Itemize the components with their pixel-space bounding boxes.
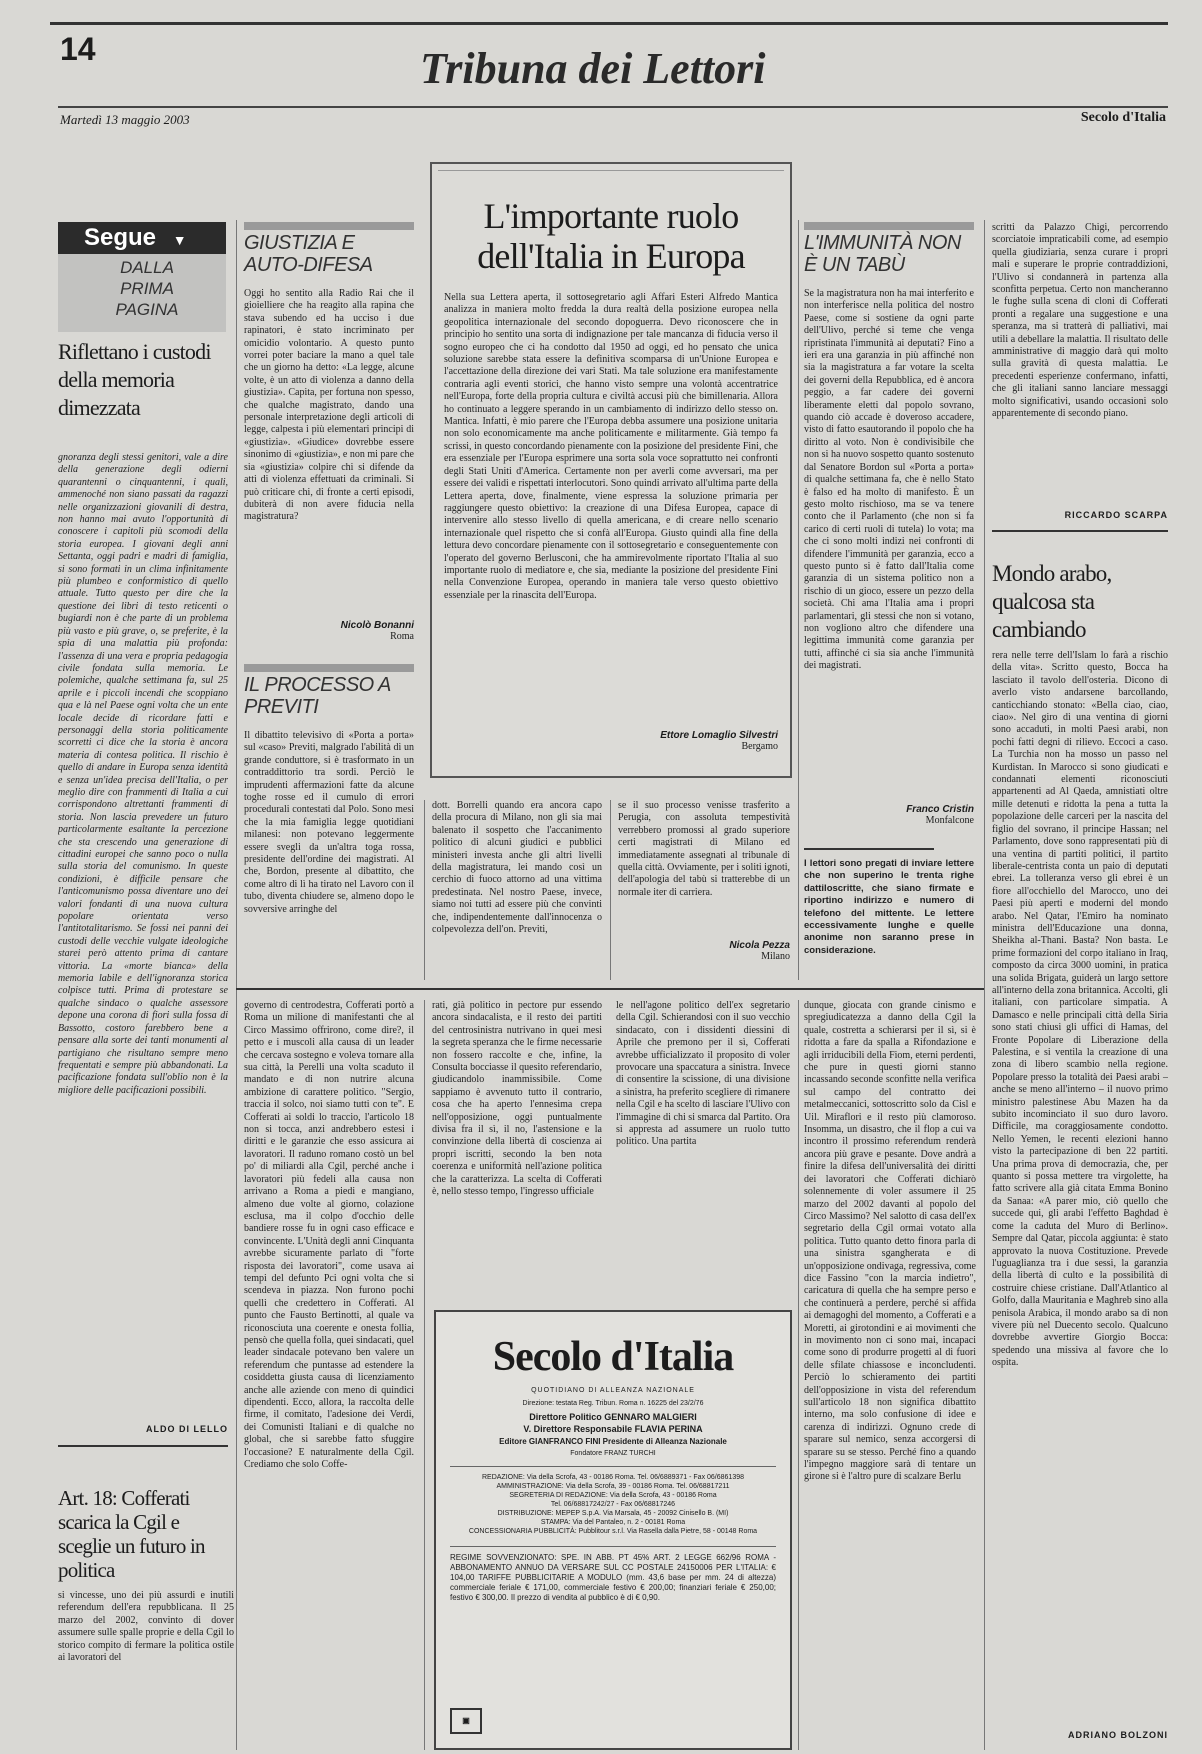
segue-subtitle: DALLA PRIMA PAGINA [115, 258, 179, 319]
col-divider-1 [236, 220, 237, 1750]
cofferati-body-col1: si vincesse, uno dei più assurdi e inutili referendum dell'era repubblicana. Il 25 marzo del 2002, convinto di dover assumere sulle spalle proprie e della Cgil lo storico compito di fermare la politica ostile ai lavoratori del [58, 1590, 234, 1664]
segue-box [58, 222, 226, 332]
processo-kicker [244, 664, 414, 718]
giustizia-body: Oggi ho sentito alla Radio Rai che il gioielliere che ha reagito alla rapina che stava subendo ed ha ucciso i due rapinatori, è stato incriminato per omicidio volontario. A questo punto vorrei poter baciare la mano a quel tale che un giorno ha detto: «La legge, alcune volte, è un atto di violenza a danno della giustizia». Capita, per fortuna non spesso, che qualche magistrato, dando una personale interpretazione degli articoli di legge, calpesta i più elementari principi di «giustizia». «Giudice» dovrebbe essere sinonimo di «giustizia», e non mi pare che sia «giustizia» colpire chi si difende da atti di violenza effettuati da criminali. Si può criticare chi, di fronte a certi episodi, dubiterà di non avere fiducia nella magistratura? [244, 288, 414, 523]
giustizia-city: Roma [390, 631, 414, 642]
page-number: 14 [60, 31, 96, 67]
cofferati-body-col5: dunque, giocata con grande cinismo e spregiudicatezza a danno della Cgil la quale, costretta a schierarsi per il sì, si è ridotta a fare da spalla a Rifondazione e agli irriducibili della Fiom, eterni perdenti, che pure in questi giorni stanno incassando seconde sconfitte nella verifica sul campo del contratto dei metalmeccanici, sottoscritto solo da Cisl e Uil. Miraflori e il resto più clamoroso. Insomma, un disastro, che il flop a cui va incontro il prossimo referendum renderà ancora più grave e pesante. Dove andrà a finire la difesa dell'universalità dei diritti dei lavoratori che Cofferati dichiarò solennemente di voler assumere il 25 marzo del 2002 davanti al popolo del Circo Massimo? Nel salotto di casa dell'ex segretario della Cgil ormai votato alla politica. Tutto quanto detto finora parla di una sinistra sgangherata e di un'opposizione ondivaga, regressiva, come dice Fassino "con la marcia indietro", caricatura di quella che ha sempre perso e che continuerà a perdere, perché si affida ai demagoghi del momento, a Cofferati e a Moretti, ai girotondini e ai movimenti che in movimento non ci sono mai, incapaci come sono di produrre progetti al di fuori delle sfilate chiassose e inconcludenti. Perciò lo schieramento dei partiti dell'opposizione in vista del referendum sull'articolo 18 non significa dibattito interno, ma solo confusione di idee e carenza di indirizzi. Ognuno crede di sparare sul nemico, senza accorgersi di sparare su se stesso. Perché fino a quando l'impegno maggiore sarà di tentare un girone si è l'altro pure di scalzare Berlu [804, 1000, 976, 1483]
masthead-detail: AMMINISTRAZIONE: Via della Scrofa, 39 - 00186 Roma. Tel. 06/68817211 [496, 1483, 730, 1490]
masthead-title: Secolo d'Italia [492, 1334, 734, 1380]
immunita-name: Franco Cristin [906, 804, 974, 815]
processo-col2: dott. Borrelli quando era ancora capo della procura di Milano, non gli sia mai balenato il sospetto che l'accanimento politico di alcuni giudici e pubblici ministeri investa anche gli altri livelli della magistratura, lei mando così un cerchio di fuoco attorno ad una vittima predestinata. Nel nostro Paese, invece, siamo noi tutti ad essere più che convinti che, indipendentemente dall'innocenza o colpevolezza dell'on. Previti, [432, 800, 602, 936]
masthead-founder: Fondatore FRANZ TURCHI [570, 1450, 656, 1457]
cofferati-body-col4: le nell'agone politico dell'ex segretario della Cgil. Schierandosi con il suo vecchio sindacato, con i dissidenti diessini di Aprile che premono per il sì, Cofferati avrebbe ufficializzato il proposito di voler provocare una spaccatura a sinistra. Invece di consentire la scissione, di una divisione a sinistra, ha preferito scegliere di rimanere nella Cgil e ha scelto di lasciare l'Ulivo con l'immagine di chi si smarca dal Partito. Ora si appresta ad assumere un ruolo tutto politico. Una partita [616, 1000, 790, 1148]
masthead-box [434, 1310, 792, 1750]
notice-rule [804, 848, 934, 850]
giustizia-kicker [244, 222, 414, 276]
cofferati-headline: Art. 18: Cofferati scarica la Cgil e sceglie un futuro in politica [58, 1486, 205, 1582]
masthead-director: Direttore Politico GENNARO MALGIERI [529, 1412, 697, 1422]
segue-signature: ALDO DI LELLO [146, 1424, 228, 1434]
middle-rule [236, 988, 984, 990]
masthead-details [450, 1466, 776, 1536]
masthead-registration: Direzione: testata Reg. Tribun. Roma n. 16225 del 23/2/76 [522, 1400, 704, 1407]
masthead-detail: STAMPA: Via del Pantaleo, n. 2 - 00181 Roma [540, 1519, 686, 1526]
masthead-detail: SEGRETERIA DI REDAZIONE: Via della Scrofa, 43 - 00186 Roma [509, 1492, 717, 1499]
processo-body: Il dibattito televisivo di «Porta a porta» sul «caso» Previti, malgrado l'abilità di un grande conduttore, si è trasformato in un contraddittorio tra sordi. Perciò le imprudenti affermazioni fatte da alcune toghe rosse ed il cumulo di errori procedurali contestati dal Polo. Sono mesi che la mia famiglia legge quotidiani milanesi: non potevano leggermente essere svegli da un'altra toga rossa, presidente dell'ordine dei magistrati. Al che, Bordon, presente al dibattito, che come altro di lì ha tirato nel Lavoro con il tubo, diventa chiudere se, almeno dopo le sovversive arringhe del [244, 730, 414, 915]
segue-headline: Riflettano i custodi della memoria dimezzata [58, 339, 211, 420]
feature-city: Bergamo [741, 741, 778, 752]
segue-end-rule [58, 1445, 228, 1447]
masthead-detail: DISTRIBUZIONE: MEPEP S.p.A. Via Marsala, 45 - 20092 Cinisello B. (MI) [497, 1510, 729, 1517]
masthead-detail: REDAZIONE: Via della Scrofa, 43 - 00186 Roma. Tel. 06/6889371 - Fax 06/6861398 [481, 1474, 744, 1481]
col-divider-4 [798, 220, 799, 980]
processo-col3: se il suo processo venisse trasferito a Perugia, con assoluta tempestività verrebbero promossi al grado superiore certi magistrati di Milano ed immediatamente assegnati al tribunale di quella città. Ovviamente, per i soliti ignoti, dell'apologia del tabù si tratterebbe di un normale iter di carriera. [618, 800, 790, 898]
processo-kicker-text: IL PROCESSO A PREVITI [244, 674, 391, 718]
col-divider-2 [424, 800, 425, 980]
col-divider-6 [424, 1000, 425, 1750]
cofferati-body-col2: governo di centrodestra, Cofferati portò a Roma un milione di manifestanti che al Circo Massimo offrirono, come dire?, il petto e i muscoli alla causa di un leader che cercava sostegno e voleva tornare alla sua città, la Perelli una volta scaduto il mandato e di non nutrire alcuna ambizione di carattere politico. "Sergio, traccia il solco, noi siamo tutti con te". E Cofferati ai soldi lo traccio, l'articolo 18 non si tocca, anzi andrebbero estesi i diritti e le garanzie che esso assicura ai lavoratori. Il raduno romano costò un bel po' di miliardi alla Cgil, perché anche i lavoratori più fedeli alla causa non arrivano a Roma a piedi e mangiano, almeno due volte al giorno, colazione esclusa, ma il colpo d'occhio delle bandiere rosse fu in ogni caso efficace e convincente. L'Unità degli anni Cinquanta avrebbe sicuramente parlato di "forte risposta dei lavoratori", come usava ai tempi del defunto Pci ogni volta che si scendeva in piazza. Non furono pochi quelli che credettero in Cofferati. Al punto che Fausto Bertinotti, al quale va riconosciuta una coerente e onesta follia, pensò che quella folla, quei sindacati, quel leader sindacale potevano ben valere un referendum che puntasse ad estendere la cosiddetta giusta causa di licenziamento anche alle aziende con meno di quindici dipendenti. Ecco, allora, la raccolta delle firme, il comitato, l'adesione dei Verdi, dei Comunisti Italiani e di qualche no global, che si sarebbe fatto sfuggire l'occasione? E naturalmente della Cgil. Crediamo che solo Coffe- [244, 1000, 414, 1471]
right-top-body: scritti da Palazzo Chigi, percorrendo scorciatoie impraticabili come, ad esempio quella giudiziaria, senza curare i propri mali e superare le proprie contraddizioni, l'Ulivo si condannerà in partenza alla sconfitta perpetua. Certo non mancheranno le fughe sulla scena di cloni di Cofferati pronti a regalare una suggestione e una speranza, ma si tratterà di palliativi, mai utili a debellare la malattia. Il risultato delle amministrative di maggio darà qui molto sulla gravità di questa malattia. Le precedenti esperienze confermano, infatti, che gli italiani sanno lanciare messaggi molto significativi, usando occasioni solo apparentemente di secondo piano. [992, 222, 1168, 420]
header-rule [58, 106, 1168, 108]
col-divider-7 [798, 1000, 799, 1750]
giustizia-kicker-text: GIUSTIZIA E AUTO-DIFESA [244, 232, 373, 276]
feature-headline: L'importante ruolo dell'Italia in Europa [477, 196, 745, 276]
cofferati-body-col3: rati, già politico in pectore pur essendo ancora sindacalista, e il resto dei partiti del centrosinistra nutrivano in quei mesi la segreta speranza che le firme necessarie non fossero raccolte e che, infine, la Consulta bocciasse il quesito referendario, giudicandolo inammissibile. Come sappiamo è avvenuto tutto il contrario, cosa che ha aperto l'ennesima crepa nell'opposizione, oggi puntualmente divisa fra il sì, il no, l'astensione e la convinzione della libertà di coscienza ai propri iscritti, secondo la ben nota coerenza e uniformità nell'azione politica che la caratterizza. La scelta di Cofferati è, nello stesso tempo, l'ingresso ufficiale [432, 1000, 602, 1198]
masthead-detail: Tel. 06/68817242/27 - Fax 06/68817246 [550, 1501, 676, 1508]
masthead-vice: V. Direttore Responsabile FLAVIA PERINA [523, 1424, 703, 1434]
feature-signature [444, 730, 778, 752]
mondo-body: rera nelle terre dell'Islam lo farà a rischio della vita». Scritto questo, Bocca ha lasciato il tavolo dell'osteria. Dicono di averlo visto andarsene barcollando, canticchiando stonato: «Bella ciao, ciao, ciao». Nel giro di una ventina di giorni sono accaduti, in molti Paesi arabi, non pochi fatti degni di rilievo. Eccoci a caso. La Turchia non ha mosso un passo nel Kurdistan. In Marocco si sono giudicati e condannati elementi riconosciuti appartenenti ad Al Qaeda, amnistiati oltre mille detenuti e ridotta la pena a tutta la popolazione delle carceri per la nascita del figlio del sovrano, il principe Hassan; nel Parlamento, dove sono rappresentati più di una ventina di partiti politici, il partito liberale-centrista conta un paio di deputati ebrei. La tolleranza verso gli ebrei è un fiore all'occhiello del Marocco, uno dei Paesi più aperti e moderni del mondo arabo. Nel Qatar, l'Emiro ha nominato ministra dell'Educazione una donna, Sheikha al-Thani. Basta? Non basta. Le prime formazioni del corpo italiano in Iraq, composto da circa 3000 uomini, in pratica una solida Brigata, guiderà un largo settore all'interno della zona britannica. Accolti, gli italiani, con particolare simpatia. A Damasco e nelle principali città della Siria sono stati chiusi gli uffici di Hamas, del Fronte Popolare di Liberazione della Palestina, e si ventila la creazione di una zona di libero scambio nella regione. Popolare presso la totalità dei Paesi arabi – anche se meno all'interno – il nuovo primo ministro palestinese Abu Mazen ha da subito incominciato il suo duro lavoro. Difficile, ma coraggiosamente condotto. Nello Yemen, le recenti elezioni hanno visto la partecipazione di ben 22 partiti. Una prima prova di democrazia, che, per quanto si possa mettere tra virgolette, ha fatto scrivere alla già citata Emma Bonino da Sanaa: «A parer mio, ciò quello che succede qui, gli arabi l'effetto Baghdad è come la caduta del Muro di Berlino». Sempre dal Qatar, piccola aggiunta: è stato approvato la nuova Costituzione. Prevede l'uguaglianza tra i due sessi, la garanzia della libertà di culto e la possibilità di costruire chiese cristiane. Dall'Atlantico al Golfo, dalla Mauritania e Maghreb sino alla penisola Arabica, il mondo arabo sa di non vivere più nel Duecento secolo. Qualcuno dovrebbe avvertire Giorgio Bocca: spedendo una missiva al favore che lo ospita. [992, 650, 1168, 1369]
right-top-signature: RICCARDO SCARPA [1064, 510, 1168, 520]
header-date: Martedì 13 maggio 2003 [60, 112, 190, 127]
feature-inner-rule [438, 170, 784, 171]
fieg-logo-icon: ▣ [450, 1708, 482, 1734]
masthead-subtitle: QUOTIDIANO DI ALLEANZA NAZIONALE [531, 1387, 695, 1394]
right-rule [992, 530, 1168, 532]
top-rule [50, 22, 1168, 25]
masthead-editor: Editore GIANFRANCO FINI Presidente di Alleanza Nazionale [499, 1437, 727, 1446]
masthead-detail: CONCESSIONARIA PUBBLICITÀ: Pubblitour s.r.l. Via Rasella dalla Pietre, 58 - 00148 Roma [468, 1528, 758, 1535]
header-newspaper: Secolo d'Italia [1080, 110, 1166, 125]
section-title: Tribuna dei Lettori [420, 44, 766, 93]
processo-city: Milano [761, 951, 790, 962]
giustizia-signature [244, 620, 414, 642]
immunita-signature [804, 804, 974, 826]
feature-body: Nella sua Lettera aperta, il sottosegretario agli Affari Esteri Alfredo Mantica analizza in maniera molto fredda la dura realtà della posizione europea nella geopolitica internazionale del secondo dopoguerra. Devo riconoscere che in principio ho sentito una sorta di indignazione per tale mancanza di fiducia verso il sogno europeo che ci ha condotto dal 1950 ad oggi, ed ho pensato che unica soluzione sarebbe stata essere la definitiva scomparsa di un'Unione Europea e l'accettazione della direzione dei vari Stati. Ma tale soluzione era manifestamente contraria agli eventi storici, che hanno visto sempre una volontà accentratrice nell'Europa, forte della propria cultura e civiltà accusi più che bimillenaria. Allora ho continuato a leggere sperando in un cambiamento di indirizzo dello stesso on. Mantica. Infatti, è mio parere che l'Europa debba assumere una posizione unitaria non solo economicamente ma anche politicamente e militarmente. Già tempo fa scrissi, in questo concordando pienamente con la posizione del presidente Fini, che era essenziale per l'Europa esprimere una sorta sola voce soprattutto nei confronti degli Stati Uniti d'America. Certamente non per averli come avversari, ma per essere dei validi e rispettati interlocutori. Sono quindi arrivato all'ultima parte della Lettera aperta, dove, finalmente, viene espressa la soluzione primaria per raggiungere questo obiettivo: la creazione di una Difesa Europea, capace di intervenire allo stesso livello di quella americana, e di creare nello scenario internazionale quel rispetto che si confà all'Europa. Giusto quindi alla fine della lettura devo concordare pienamente con il sottosegretario e conseguentemente con l'operato del governo Berlusconi, che ha ammirevolmente riportato l'Italia al suo importante ruolo di mediatore e, che sia, mediante la posizione del presidente Fini nella Convenzione Europea, operando in maniera tale verso questo obiettivo essenziale per la rinascita dell'Europa. [444, 292, 778, 601]
giustizia-name: Nicolò Bonanni [340, 620, 414, 631]
arrow-down-icon: ▼ [172, 232, 187, 248]
segue-badge [58, 222, 226, 254]
immunita-city: Monfalcone [925, 815, 974, 826]
processo-name: Nicola Pezza [729, 940, 790, 951]
col-divider-3 [610, 800, 611, 980]
segue-badge-label: Segue [84, 224, 157, 251]
immunita-kicker [804, 222, 974, 276]
segue-body: gnoranza degli stessi genitori, vale a dire della generazione degli odierni quarantenni o cinquantenni, i quali, ammenoché non siano passati da ragazzi nelle organizzazioni giovanili di destra, non hanno mai avuto l'opportunità di conoscere i capitoli più scomodi della storia europea. I giovani degli anni Settanta, oggi padri e madri di famiglia, si sono formati in un clima infinitamente più plumbeo e conformistico di quello attuale. Tutto questo per dire che la questione dei libri di testo reticenti o bugiardi non è che parte di un problema più vasto e più grave, o, se preferite, è la spia di una malattia più profonda: l'assenza di una vera e propria pedagogia civile fondata sulla memoria. Le polemiche, qualche settimana fa, sul 25 aprile e i piccoli incendi che scoppiano qua e là nel Paese ogni volta che un ente locale decide di ricordare fatti e personaggi della storia politicamente scorretti ci dice che la storia è ancora materia di contesa politica. Il rischio è quello di andare in Europa senza identità e senza un'idea precisa dell'Italia, o per meglio dire con frammenti di Italia a cui corrispondono altrettanti frammenti di storia. Non lascia prevedere un futuro particolarmente esaltante la percezione che sta crescendo una generazione di cittadini europei che sanno poco o nulla sulla storia del comunismo. In queste condizioni, è difficile pensare che l'anticomunismo possa diventare uno dei valori fondanti di una nuova cultura popolare orientata verso l'antitotalitarismo. Se fossi nei panni dei custodi delle vecchie vulgate ideologiche starei però attento prima di cantare vittoria. La «morte bianca» della memoria labile e dell'ignoranza storica colpisce tutti. Prima di protestare se qualche sindaco o qualche assessore depone una corona di fiori sulla fossa di Bassotto, costoro farebbero bene a pensare alla sorte dei tanti monumenti al partigiano che risultano sempre meno frequentati e sempre più abbandonati. La pacificazione fondata sull'oblio non è la migliore delle pacificazioni possibili. [58, 452, 228, 1096]
immunita-body: Se la magistratura non ha mai interferito e non interferisce nella politica del nostro Paese, come si sostiene da ogni parte dell'Ulivo, perché si teme che venga ripristinata l'immunità ai deputati? Fino a ieri era una garanzia in più affinché non sia la magistratura a far votare la scelta dei governi della Repubblica, ed è ancora peggio, a far cadere dei governi liberamente eletti dal popolo sovrano, quando ciò accade è doveroso accadere, visto di fatto esautorando il popolo che ha diritto al voto. Non è condivisibile che non si ha nuovo sospetto quanto sostenuto dal Senatore Bordon sul «Porta a porta» di qualche settimana fa, che è nello Stato è falso ed ha molto di manifesto. È un gesto molto rischioso, ma se va tenere conto che il Parlamento (che non si fa carico di certi ruoli di tutela) lo vota; ma che ci sono molti indizi nei confronti di difendere l'immunità per garanzia, ecco a questo punto si è fatto dall'Italia come garanzia di un sistema politico non a rischio di un gioco, essere un pezzo della società. Chi ama l'Italia ama i propri parlamentari, gli stessi che non si votano, non vogliono altro che difendere una legittima immunità come garanzia per tutti, affinché ci sia sia anche l'immunità dei magistrati. [804, 288, 974, 672]
feature-name: Ettore Lomaglio Silvestri [660, 730, 778, 741]
feature-box [430, 162, 792, 778]
immunita-kicker-text: L'IMMUNITÀ NON È UN TABÙ [804, 232, 961, 276]
lettori-notice: I lettori sono pregati di inviare lettere che non superino le trenta righe dattiloscritte, che siano firmate e riportino indirizzo e numero di telefono del mittente. Le lettere eccessivamente lunghe e quelle anonime non saranno prese in considerazione. [804, 858, 974, 956]
masthead-subscription: REGIME SOVVENZIONATO: SPE. IN ABB. PT 45% ART. 2 LEGGE 662/96 ROMA - ABBONAMENTO ANNUO DA VERSARE SUL CC POSTALE 24150006 PER L'ITALIA: € 104,00 TARIFFE PUBBLICITARIE A MODULO (mm. 43,6 base per mm. 24 di altezza) commerciale feriale € 171,00, commerciale festivo € 200,00; finanziari feriale € 250,00; festivo € 300,00. Il prezzo di vendita al pubblico è di € 0,90. [450, 1546, 776, 1603]
col-divider-5 [984, 220, 985, 1750]
mondo-signature: ADRIANO BOLZONI [1068, 1730, 1168, 1740]
processo-signature [618, 940, 790, 962]
mondo-headline: Mondo arabo, qualcosa sta cambiando [992, 561, 1112, 642]
